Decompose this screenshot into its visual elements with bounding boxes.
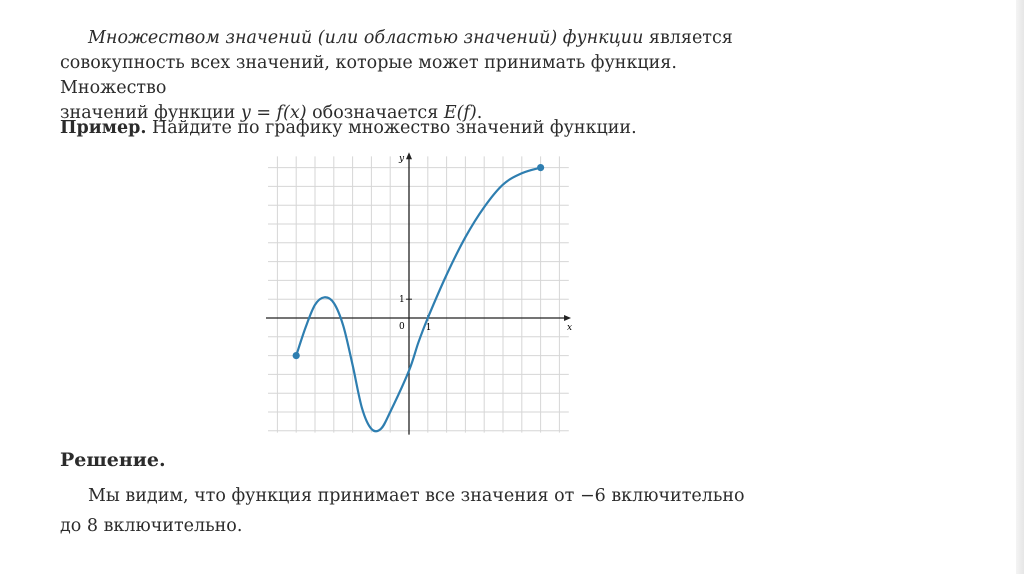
solution-minus-six: −6 xyxy=(579,486,606,506)
x-axis-arrow xyxy=(564,315,571,321)
right-edge-bar xyxy=(1016,0,1024,574)
solution-text-b: включительно xyxy=(605,486,745,506)
endpoint-end xyxy=(537,164,544,171)
y-axis-label: y xyxy=(399,154,405,165)
endpoint-start xyxy=(293,352,300,359)
solution-title: Решение. xyxy=(60,449,166,471)
definition-rest-line1: является xyxy=(643,28,733,48)
y-tick-label: 1 xyxy=(399,295,405,306)
graph-grid xyxy=(268,156,569,432)
x-axis-label: x xyxy=(567,323,573,333)
definition-line3-end: . xyxy=(476,103,483,123)
definition-line3-pre: значений функции xyxy=(60,103,241,123)
origin-label: 0 xyxy=(399,322,405,332)
definition-line2: совокупность всех значений, которые может принимать функция. Множество xyxy=(60,53,677,98)
solution-text-a: Мы видим, что функция принимает все значения от xyxy=(88,486,580,506)
example-label: Пример. xyxy=(60,118,147,138)
solution-line2: до 8 включительно. xyxy=(60,516,243,536)
function-graph xyxy=(266,154,573,433)
example-paragraph xyxy=(60,116,780,141)
solution-paragraph xyxy=(60,481,860,541)
example-text: Найдите по графику множество значений функции. xyxy=(146,118,637,138)
definition-paragraph xyxy=(60,26,780,126)
x-tick-label: 1 xyxy=(425,323,432,333)
definition-line3-mid: обозначается xyxy=(306,103,444,123)
formula-e-f: E(f) xyxy=(443,103,477,123)
formula-y-fx: y = f(x) xyxy=(240,103,307,123)
y-axis-arrow xyxy=(406,152,412,159)
definition-term: Множеством значений (или областью значений) функции xyxy=(88,28,644,48)
